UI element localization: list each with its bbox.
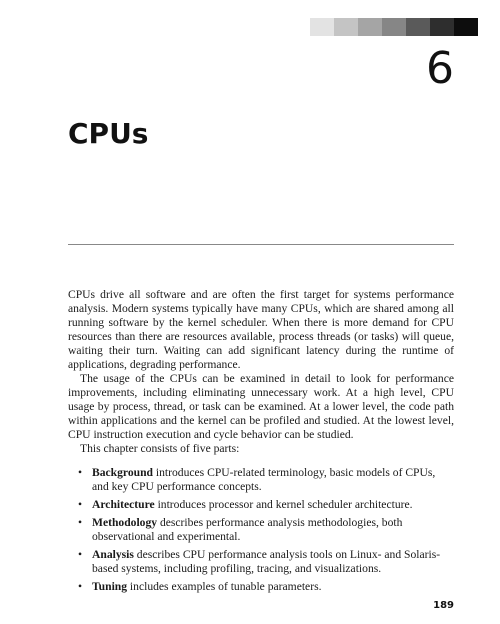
part-term: Tuning — [92, 580, 128, 593]
intro-paragraph: CPUs drive all software and are often the first target for systems performance analysis. Modern systems typically have many CPUs, which are shared among all running software by the kernel scheduler. When there is more demand for CPU resources than there are resources available, process threads (or tasks) will queue, waiting their turn. Waiting can add significant latency during the runtime of applications, degrading performance. — [68, 288, 454, 371]
part-description: introduces processor and kernel scheduler architecture. — [154, 498, 413, 511]
chapter-parts-list — [68, 466, 454, 594]
swatch-2 — [334, 18, 358, 36]
chapter-title: CPUs — [68, 117, 149, 150]
title-divider — [68, 244, 454, 245]
part-description: describes performance analysis methodologies, both observational and experimental. — [92, 516, 403, 543]
bullet-icon: • — [78, 548, 83, 561]
part-description: includes examples of tunable parameters. — [127, 580, 322, 593]
swatch-7 — [454, 18, 478, 36]
list-item — [78, 466, 454, 494]
swatch-3 — [358, 18, 382, 36]
chapter-body — [68, 288, 454, 598]
chapter-color-bar — [310, 18, 478, 36]
part-term: Analysis — [92, 548, 134, 561]
swatch-1 — [310, 18, 334, 36]
page-number: 189 — [433, 600, 454, 611]
part-term: Architecture — [92, 498, 155, 511]
bullet-icon: • — [78, 466, 83, 479]
list-item — [78, 498, 454, 512]
swatch-6 — [430, 18, 454, 36]
list-item — [78, 548, 454, 576]
swatch-5 — [406, 18, 430, 36]
bullet-icon: • — [78, 580, 83, 593]
part-term: Background — [92, 466, 153, 479]
list-item — [78, 580, 454, 594]
part-description: introduces CPU-related terminology, basic models of CPUs, and key CPU performance concepts. — [92, 466, 436, 493]
swatch-4 — [382, 18, 406, 36]
part-description: describes CPU performance analysis tools on Linux- and Solaris-based systems, including profiling, tracing, and visualizations. — [92, 548, 441, 575]
parts-intro: This chapter consists of five parts: — [80, 442, 240, 455]
bullet-icon: • — [78, 498, 83, 511]
chapter-number: 6 — [426, 43, 454, 94]
part-term: Methodology — [92, 516, 158, 529]
usage-paragraph: The usage of the CPUs can be examined in detail to look for performance improvements, including eliminating unnecessary work. At a high level, CPU usage by process, thread, or task can be examined. At a lower level, the code path within applications and the kernel can be profiled and studied. At the lowest level, CPU instruction execution and cycle behavior can be studied. — [68, 372, 454, 441]
bullet-icon: • — [78, 516, 83, 529]
list-item — [78, 516, 454, 544]
